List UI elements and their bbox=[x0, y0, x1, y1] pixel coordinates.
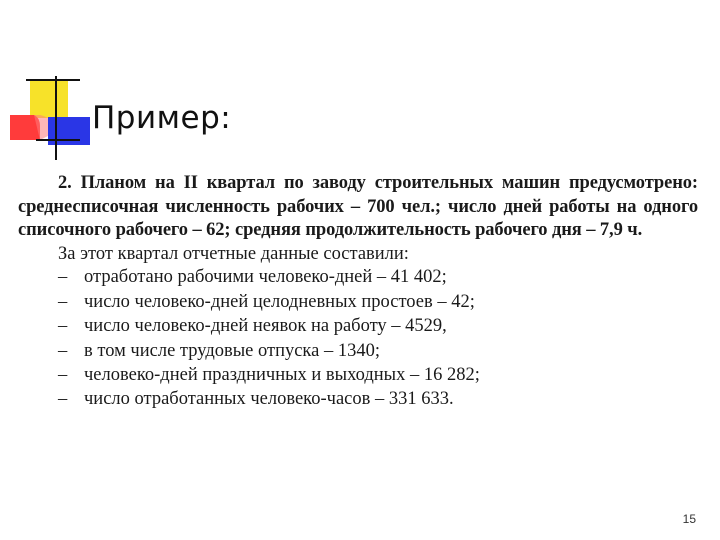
list-item-text: число отработанных человеко-часов – 331 633. bbox=[84, 389, 454, 410]
list-item-text: отработано рабочими человеко-дней – 41 402; bbox=[84, 267, 447, 288]
problem-paragraph: 2. Планом на II квартал по заводу строительных машин предусмотрено: среднесписочная численность рабочих – 700 чел.; число дней работы на одного списочного рабочего – 62; средняя продолжительность рабочего дня – 7,9 ч. bbox=[18, 173, 698, 240]
list-item-text: в том числе трудовые отпуска – 1340; bbox=[84, 340, 380, 361]
list-item bbox=[58, 290, 698, 314]
dash-bullet: – bbox=[58, 267, 68, 288]
dash-bullet: – bbox=[58, 340, 68, 361]
list-item bbox=[58, 339, 698, 363]
list-item bbox=[58, 266, 698, 290]
slide-title: Пример: bbox=[92, 100, 232, 136]
page-number: 15 bbox=[682, 512, 696, 526]
list-item bbox=[58, 364, 698, 388]
list-item-text: человеко-дней праздничных и выходных – 16 282; bbox=[84, 365, 480, 385]
dash-bullet: – bbox=[58, 291, 68, 312]
dash-bullet: – bbox=[58, 316, 68, 337]
problem-list bbox=[18, 266, 698, 412]
problem-content bbox=[18, 172, 698, 412]
logo-yellow-square bbox=[30, 80, 68, 118]
list-item-text: число человеко-дней неявок на работу – 4529, bbox=[84, 316, 447, 337]
list-item bbox=[58, 388, 698, 412]
dash-bullet: – bbox=[58, 365, 68, 385]
decorative-logo bbox=[0, 0, 100, 170]
dash-bullet: – bbox=[58, 389, 68, 410]
problem-intro: За этот квартал отчетные данные составили: bbox=[58, 243, 409, 264]
list-item bbox=[58, 315, 698, 339]
list-item-text: число человеко-дней целодневных простоев – 42; bbox=[84, 291, 475, 312]
